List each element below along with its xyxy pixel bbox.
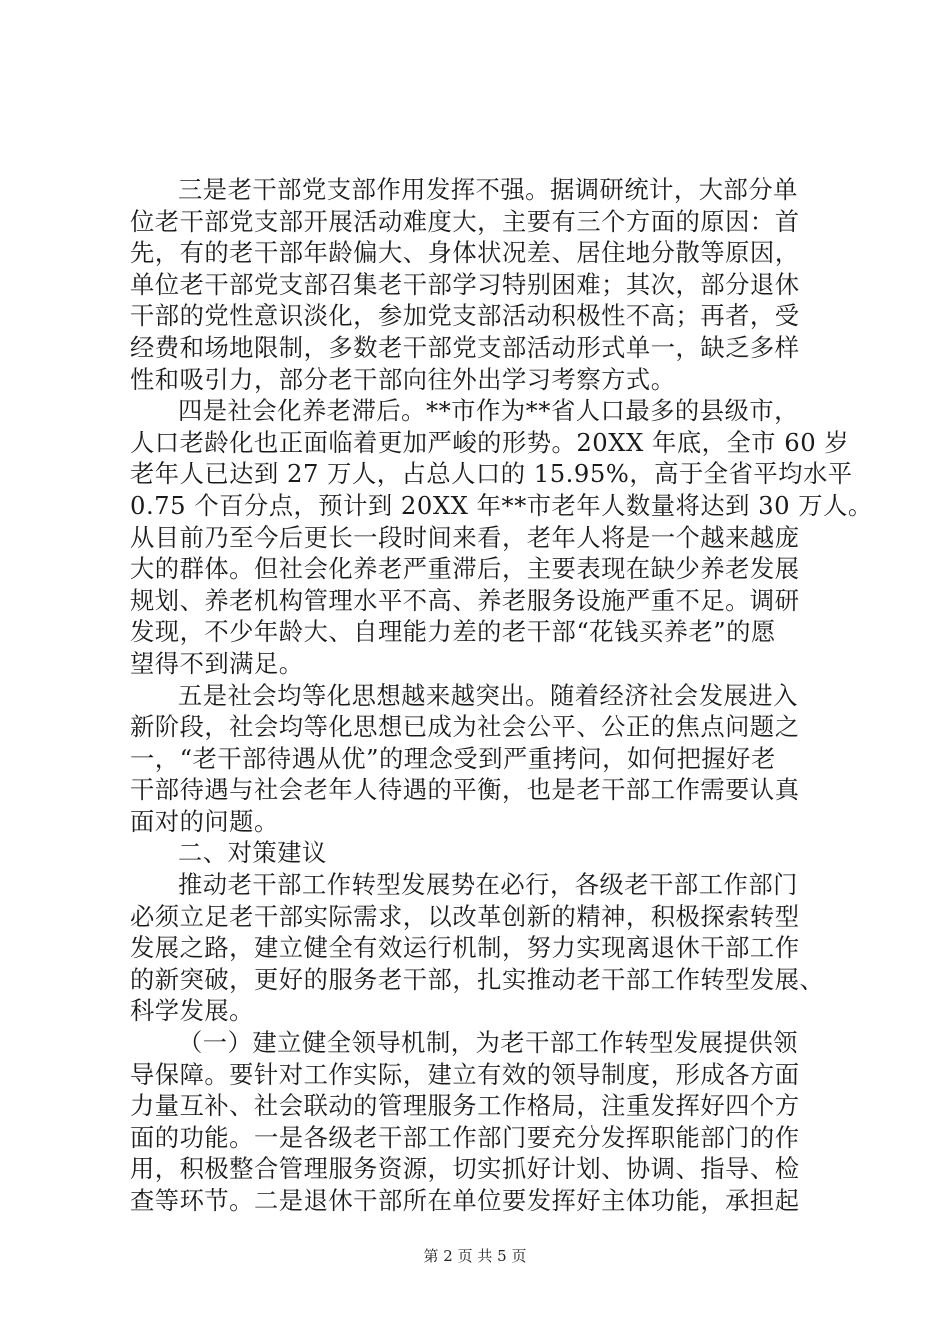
text-line: 干部的党性意识淡化，参加党支部活动积极性不高；再者，受	[130, 301, 800, 331]
text-line: 位老干部党支部开展活动难度大，主要有三个方面的原因：首	[130, 206, 800, 236]
text-line: 经费和场地限制，多数老干部党支部活动形式单一，缺乏多样	[130, 332, 800, 362]
text-line: 三是老干部党支部作用发挥不强。据调研统计，大部分单	[178, 175, 798, 204]
text-line: 查等环节。二是退休干部所在单位要发挥好主体功能，承担起	[130, 1186, 800, 1215]
text-line: 五是社会均等化思想越来越突出。随着经济社会发展进入	[178, 680, 798, 710]
page-footer: 第 2 页 共 5 页	[423, 1247, 527, 1265]
text-line: 规划、养老机构管理水平不高、养老服务设施严重不足。调研	[130, 585, 800, 615]
text-line: 干部待遇与社会老年人待遇的平衡，也是老干部工作需要认真	[130, 775, 800, 805]
text-line: 力量互补、社会联动的管理服务工作格局，注重发挥好四个方	[130, 1091, 800, 1121]
text-line: 单位老干部党支部召集老干部学习特别困难；其次，部分退休	[130, 269, 800, 299]
text-line: 的新突破，更好的服务老干部，扎实推动老干部工作转型发展、	[130, 964, 825, 994]
text-line: 望得不到满足。	[130, 648, 304, 678]
text-line: 性和吸引力，部分老干部向往外出学习考察方式。	[130, 364, 676, 394]
text-line: 面的功能。一是各级老干部工作部门要充分发挥职能部门的作	[130, 1122, 800, 1152]
text-line: 面对的问题。	[130, 806, 279, 836]
text-line: 发现，不少年龄大、自理能力差的老干部“花钱买养老”的愿	[130, 617, 776, 647]
document-body	[130, 174, 873, 1217]
text-line: 从目前乃至今后更长一段时间来看，老年人将是一个越来越庞	[130, 522, 800, 552]
text-line: 导保障。要针对工作实际，建立有效的领导制度，形成各方面	[130, 1059, 800, 1089]
text-line: 新阶段，社会均等化思想已成为社会公平、公正的焦点问题之	[130, 712, 800, 742]
text-line: 人口老龄化也正面临着更加严峻的形势。20XX 年底，全市 60 岁	[130, 427, 850, 457]
text-line: 0.75 个百分点，预计到 20XX 年**市老年人数量将达到 30 万人。	[130, 490, 873, 520]
text-line: 发展之路，建立健全有效运行机制，努力实现离退休干部工作	[130, 933, 800, 963]
text-line: 四是社会化养老滞后。**市作为**省人口最多的县级市，	[178, 396, 799, 426]
text-line: 一，“老干部待遇从优”的理念受到严重拷问，如何把握好老	[130, 743, 776, 773]
text-line: 大的群体。但社会化养老严重滞后，主要表现在缺少养老发展	[130, 554, 800, 584]
text-line: 必须立足老干部实际需求，以改革创新的精神，积极探索转型	[130, 901, 800, 931]
text-line: 先，有的老干部年龄偏大、身体状况差、居住地分散等原因，	[130, 238, 800, 268]
text-line: 推动老干部工作转型发展势在必行，各级老干部工作部门	[178, 870, 798, 900]
text-line: 老年人已达到 27 万人，占总人口的 15.95%，高于全省平均水平	[130, 459, 853, 489]
text-line: 科学发展。	[130, 996, 254, 1026]
text-line: 用，积极整合管理服务资源，切实抓好计划、协调、指导、检	[130, 1154, 800, 1184]
text-line: 二、对策建议	[178, 838, 327, 868]
text-line: （一）建立健全领导机制，为老干部工作转型发展提供领	[178, 1028, 798, 1058]
